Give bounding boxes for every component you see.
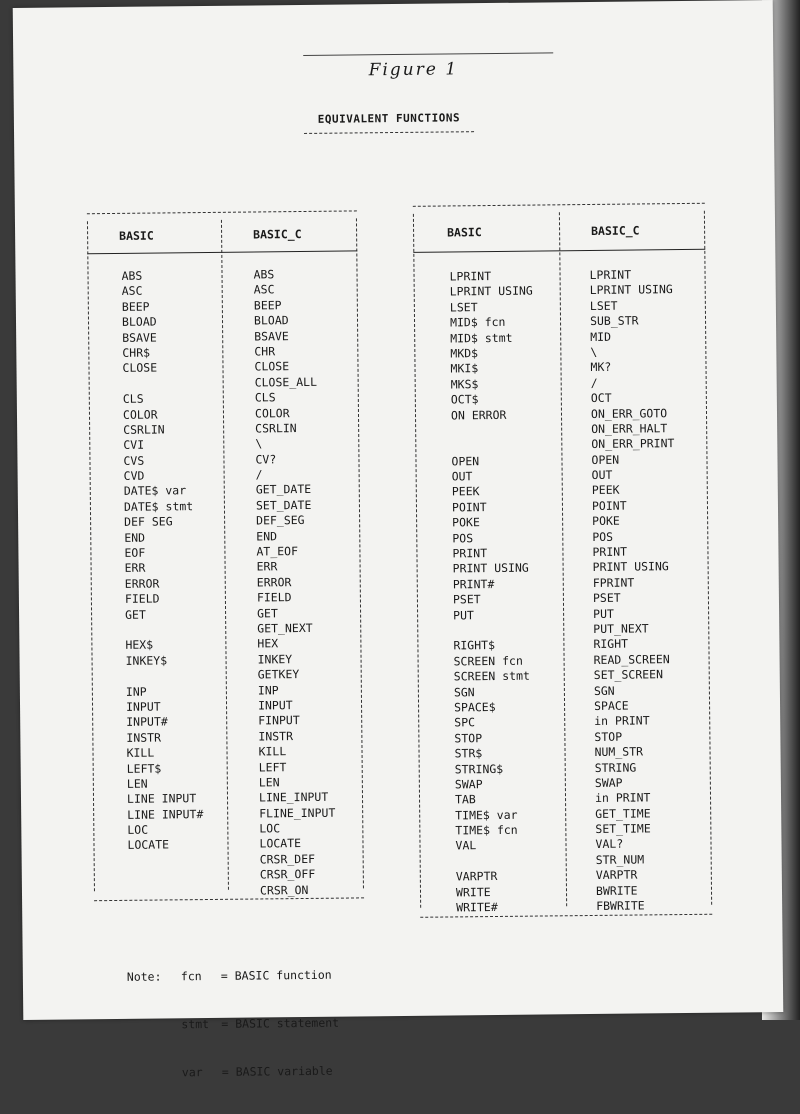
table-cell-basic-c: INSTR xyxy=(258,728,294,744)
table-cell-basic: PRINT USING xyxy=(452,561,529,576)
table-cell-basic-c: / xyxy=(255,467,263,482)
table-cell-basic: OUT xyxy=(451,469,473,484)
note-text: = BASIC statement xyxy=(221,1015,340,1031)
table-cell-basic-c: GET_NEXT xyxy=(257,620,313,636)
table-cell-basic-c: FPRINT xyxy=(592,575,635,590)
table-cell-basic-c: SGN xyxy=(593,683,615,698)
table-cell-basic: RIGHT$ xyxy=(453,638,496,653)
table-cell-basic xyxy=(123,376,199,392)
table-cell-basic xyxy=(128,868,204,884)
table-cell-basic: LEN xyxy=(126,776,148,791)
table-cell-basic-c: LEFT xyxy=(258,759,287,774)
table-cell-basic: INPUT xyxy=(125,699,161,714)
table-cell-basic-c: ERROR xyxy=(256,574,292,590)
table-cell-basic: END xyxy=(124,530,146,545)
table-cell-basic-c: BSAVE xyxy=(254,328,289,344)
table-cell-basic: SPC xyxy=(454,715,476,730)
table-cell-basic-c: CRSR_OFF xyxy=(259,867,316,882)
document-page xyxy=(13,0,784,1080)
table-cell-basic-c: ABS xyxy=(253,267,275,282)
table-cell-basic-c: STRING xyxy=(594,760,637,775)
table-heading: EQUIVALENT FUNCTIONS xyxy=(317,111,461,126)
table-cell-basic-c: PEEK xyxy=(591,483,620,498)
table-cell-basic-c: POINT xyxy=(591,498,627,513)
table-cell-basic: OCT$ xyxy=(450,392,479,407)
table-cell-basic-c: CLOSE_ALL xyxy=(254,374,318,390)
left-basic-column xyxy=(121,268,204,900)
table-cell-basic: GET xyxy=(125,607,146,622)
note-text: = BASIC function xyxy=(220,967,332,983)
table-cell-basic: MKS$ xyxy=(450,376,479,392)
table-cell-basic-c: FINPUT xyxy=(258,713,300,728)
table-cell-basic-c: VARPTR xyxy=(595,867,638,883)
table-cell-basic-c: LSET xyxy=(589,298,618,313)
table-cell-basic: DATE$ var xyxy=(123,483,187,499)
table-cell-basic-c: GETKEY xyxy=(257,667,300,682)
table-cell-basic-c: PRINT USING xyxy=(592,559,669,575)
table-cell-basic: ERROR xyxy=(124,576,160,591)
table-cell-basic: SCREEN fcn xyxy=(453,653,523,669)
note-line-stmt xyxy=(127,1015,339,1033)
table-cell-basic-c: END xyxy=(256,528,278,544)
left-header-basic: BASIC xyxy=(119,228,154,243)
table-cell-basic-c: AT_EOF xyxy=(256,544,299,559)
table-cell-basic-c: SET_TIME xyxy=(595,821,651,837)
heading-underline xyxy=(304,131,474,134)
table-cell-basic: COLOR xyxy=(122,407,158,422)
table-cell-basic-c: in PRINT xyxy=(594,790,651,806)
table-cell-basic: CVI xyxy=(123,437,145,453)
table-cell-basic: INSTR xyxy=(126,730,162,745)
table-cell-basic: EOF xyxy=(124,545,146,560)
table-cell-basic: CVS xyxy=(123,453,145,468)
table-cell-basic-c: STR_NUM xyxy=(595,852,645,867)
table-cell-basic-c: BLOAD xyxy=(253,313,289,328)
table-cell-basic-c: CHR xyxy=(254,344,276,359)
left-basic-c-column xyxy=(253,267,336,899)
note-line-fcn xyxy=(127,967,339,985)
abbreviation-note xyxy=(126,935,340,1113)
table-cell-basic: LINE INPUT xyxy=(126,791,197,807)
table-cell-basic-c: in PRINT xyxy=(594,713,650,729)
table-cell-basic: SWAP xyxy=(454,777,483,792)
table-cell-basic-c: SWAP xyxy=(594,775,623,790)
table-cell-basic-c: \ xyxy=(255,436,263,451)
table-cell-basic-c: SPACE xyxy=(593,698,629,713)
table-cell-basic: TIME$ var xyxy=(455,807,518,823)
note-abbr: stmt xyxy=(181,1017,210,1032)
table-cell-basic: OPEN xyxy=(451,453,480,469)
table-cell-basic: CLS xyxy=(122,391,144,407)
table-cell-basic-c: ON_ERR_GOTO xyxy=(590,405,668,421)
table-cell-basic: INPUT# xyxy=(126,714,168,730)
table-cell-basic: LINE INPUT# xyxy=(127,806,204,822)
table-cell-basic: LPRINT USING xyxy=(449,283,533,299)
table-cell-basic-c: CLOSE xyxy=(254,359,290,374)
table-cell-basic: INKEY$ xyxy=(125,653,168,668)
table-cell-basic: PUT xyxy=(453,607,474,623)
title-rule xyxy=(303,52,553,56)
table-cell-basic xyxy=(453,623,536,639)
table-cell-basic: STOP xyxy=(454,730,483,746)
table-cell-basic: CVD xyxy=(123,468,145,483)
table-cell-basic: PEEK xyxy=(451,484,480,499)
table-cell-basic-c: KILL xyxy=(258,744,287,759)
table-cell-basic: POINT xyxy=(451,499,487,515)
right-table-top-border xyxy=(413,203,705,207)
table-cell-basic xyxy=(451,438,534,454)
table-cell-basic xyxy=(456,853,539,869)
table-cell-basic-c: FBWRITE xyxy=(596,898,645,913)
table-cell-basic: FIELD xyxy=(124,591,160,607)
table-cell-basic-c: ON_ERR_HALT xyxy=(591,421,668,436)
table-cell-basic: LSET xyxy=(449,299,478,315)
table-cell-basic-c: SET_SCREEN xyxy=(593,667,664,683)
table-cell-basic: BEEP xyxy=(121,299,150,314)
table-cell-basic: MKI$ xyxy=(450,361,479,376)
table-cell-basic-c: ON_ERR_PRINT xyxy=(591,436,675,452)
left-table xyxy=(87,210,364,901)
table-cell-basic: PRINT# xyxy=(452,576,495,592)
table-cell-basic: TAB xyxy=(454,792,476,807)
table-cell-basic-c: DEF_SEG xyxy=(256,513,305,528)
table-cell-basic: PRINT xyxy=(452,546,488,561)
table-cell-basic-c: HEX xyxy=(257,636,279,651)
left-header-basic-c: BASIC_C xyxy=(253,226,302,242)
note-line-var xyxy=(128,1063,340,1081)
table-cell-basic-c: RIGHT xyxy=(593,636,629,652)
table-cell-basic: ASC xyxy=(121,284,143,299)
table-cell-basic: WRITE xyxy=(455,884,491,900)
left-table-top-border xyxy=(87,210,357,214)
table-cell-basic: STR$ xyxy=(454,746,483,761)
table-cell-basic: POKE xyxy=(452,515,480,530)
table-cell-basic-c: OUT xyxy=(591,467,613,483)
note-abbr: fcn xyxy=(180,969,202,984)
table-cell-basic-c: READ_SCREEN xyxy=(593,651,670,667)
table-cell-basic xyxy=(128,884,204,900)
table-cell-basic-c: PSET xyxy=(592,590,621,606)
table-cell-basic: ERR xyxy=(124,561,146,576)
table-cell-basic-c: / xyxy=(590,375,598,390)
table-cell-basic: BLOAD xyxy=(121,314,157,330)
table-cell-basic-c: MK? xyxy=(590,360,612,375)
table-cell-basic-c: CRSR_DEF xyxy=(259,851,316,867)
table-cell-basic: ABS xyxy=(121,268,143,283)
table-cell-basic: LEFT$ xyxy=(126,760,162,776)
table-cell-basic-c: PUT_NEXT xyxy=(593,621,649,636)
table-cell-basic-c: STOP xyxy=(594,729,623,744)
table-cell-basic: CHR$ xyxy=(122,345,151,360)
table-cell-basic-c: OCT xyxy=(590,390,612,406)
table-cell-basic: MKD$ xyxy=(450,346,479,361)
table-cell-basic: POS xyxy=(452,530,474,546)
table-cell-basic-c: LOC xyxy=(259,821,281,836)
table-cell-basic-c: LPRINT xyxy=(589,267,632,282)
table-cell-basic-c: COLOR xyxy=(254,405,290,421)
table-cell-basic: CLOSE xyxy=(122,360,158,376)
table-cell-basic: VAL xyxy=(455,838,477,853)
table-cell-basic: BSAVE xyxy=(122,330,157,345)
table-cell-basic: PSET xyxy=(452,592,481,607)
table-cell-basic: TIME$ fcn xyxy=(455,822,518,838)
table-cell-basic-c: LINE_INPUT xyxy=(258,790,329,805)
table-cell-basic-c: CSRLIN xyxy=(255,420,297,436)
right-header-basic-c: BASIC_C xyxy=(591,223,640,238)
table-cell-basic-c: INKEY xyxy=(257,651,293,667)
right-basic-c-column xyxy=(589,267,679,914)
table-cell-basic: DEF SEG xyxy=(124,514,173,530)
table-cell-basic: SPACE$ xyxy=(453,699,496,715)
right-basic-column xyxy=(449,269,539,916)
table-cell-basic-c: POS xyxy=(592,529,614,544)
table-cell-basic-c: INPUT xyxy=(257,698,293,713)
table-cell-basic: MID$ fcn xyxy=(449,315,506,330)
table-cell-basic-c: MID xyxy=(590,329,612,344)
table-cell-basic: VARPTR xyxy=(455,869,498,884)
table-cell-basic-c: BEEP xyxy=(253,297,282,313)
table-cell-basic-c: PRINT xyxy=(592,544,628,559)
table-cell-basic xyxy=(451,422,534,438)
table-cell-basic-c: CLS xyxy=(254,390,276,405)
table-cell-basic-c: CRSR_ON xyxy=(259,882,309,898)
table-cell-basic xyxy=(128,853,204,869)
table-cell-basic: LOC xyxy=(127,822,149,837)
table-cell-basic: LOCATE xyxy=(127,837,170,853)
figure-title: Figure 1 xyxy=(368,59,459,81)
table-cell-basic-c: GET xyxy=(256,605,278,621)
table-cell-basic: SCREEN stmt xyxy=(453,668,530,684)
table-cell-basic-c: ERR xyxy=(256,559,278,574)
table-cell-basic-c: POKE xyxy=(592,513,620,529)
right-table xyxy=(413,203,712,918)
table-cell-basic-c: SUB_STR xyxy=(589,313,639,329)
note-text: = BASIC variable xyxy=(221,1063,333,1079)
note-label: Note: xyxy=(126,969,162,984)
table-cell-basic: HEX$ xyxy=(125,637,154,653)
table-cell-basic-c: VAL? xyxy=(595,837,624,852)
table-cell-basic-c: FLINE_INPUT xyxy=(259,805,336,821)
table-cell-basic-c: PUT xyxy=(593,606,614,621)
table-cell-basic-c: NUM_STR xyxy=(594,744,644,760)
table-cell-basic: CSRLIN xyxy=(123,422,165,437)
table-cell-basic-c: LOCATE xyxy=(259,836,302,851)
table-cell-basic: MID$ stmt xyxy=(450,330,513,346)
table-cell-basic-c: CV? xyxy=(255,451,277,467)
table-cell-basic-c: GET_TIME xyxy=(595,806,651,821)
table-cell-basic-c: FIELD xyxy=(256,590,292,605)
table-cell-basic-c: GET_DATE xyxy=(255,482,312,497)
table-cell-basic-c: SET_DATE xyxy=(255,497,312,513)
right-header-basic: BASIC xyxy=(447,225,482,240)
table-cell-basic xyxy=(125,622,201,638)
table-cell-basic-c: \ xyxy=(590,344,598,359)
table-cell-basic-c: OPEN xyxy=(591,452,620,467)
table-cell-basic-c: ASC xyxy=(253,282,275,297)
table-cell-basic: KILL xyxy=(126,745,155,760)
table-cell-basic-c: BWRITE xyxy=(595,883,638,898)
table-cell-basic: INP xyxy=(125,684,147,699)
table-cell-basic-c: LPRINT USING xyxy=(589,282,673,298)
table-cell-basic-c: INP xyxy=(257,682,279,698)
note-abbr: var xyxy=(181,1065,203,1080)
table-cell-basic xyxy=(126,668,202,684)
table-cell-basic: ON ERROR xyxy=(450,407,507,422)
table-cell-basic: SGN xyxy=(453,684,475,699)
table-cell-basic: LPRINT xyxy=(449,269,492,284)
table-cell-basic-c: LEN xyxy=(258,775,280,790)
table-cell-basic: STRING$ xyxy=(454,761,504,776)
table-cell-basic: WRITE# xyxy=(456,899,498,915)
table-cell-basic: DATE$ stmt xyxy=(123,499,194,514)
